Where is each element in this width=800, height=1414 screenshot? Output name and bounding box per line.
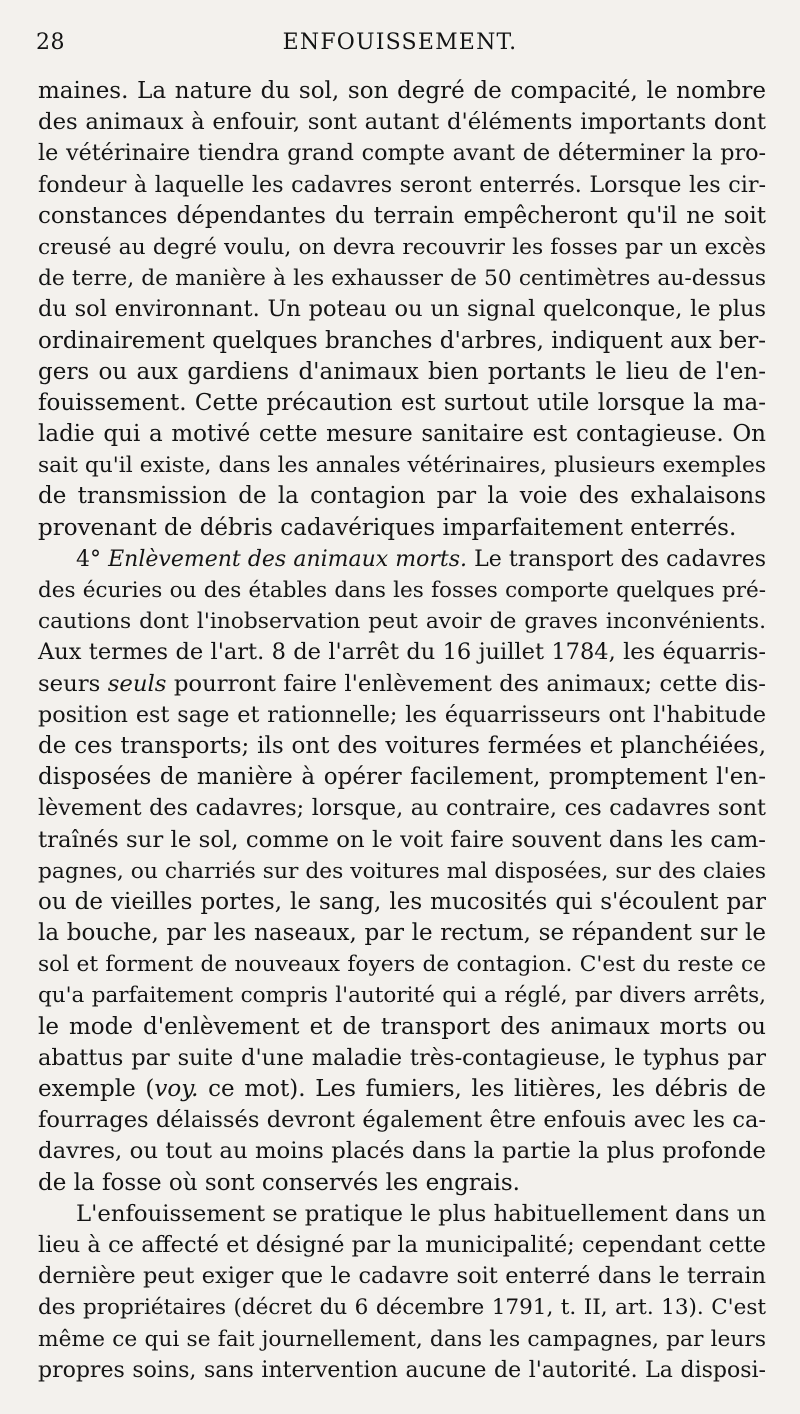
section-title: Enlèvement des animaux morts. bbox=[108, 546, 468, 572]
text-line-25: traînés sur le sol, comme on le voit faire souvent dans les cam- bbox=[38, 826, 766, 853]
text-line-19: Aux termes de l'art. 8 de l'arrêt du 16 juillet 1784, les équarris- bbox=[38, 639, 766, 666]
text-line-40: des propriétaires (décret du 6 décembre 1791, t. II, art. 13). C'est bbox=[38, 1295, 766, 1321]
text-line-36: de la fosse où sont conservés les engrais. bbox=[38, 1169, 520, 1196]
text-line-27: ou de vieilles portes, le sang, les mucosités qui s'écoulent par bbox=[38, 888, 766, 915]
text-line-42: propres soins, sans intervention aucune de l'autorité. La disposi- bbox=[38, 1357, 766, 1383]
text-line-39: dernière peut exiger que le cadavre soit enterré dans le terrain bbox=[38, 1263, 766, 1290]
text-line-8: du sol environnant. Un poteau ou un signal quelconque, le plus bbox=[38, 296, 766, 323]
text-line-15: provenant de débris cadavériques imparfaitement enterrés. bbox=[38, 514, 737, 541]
text-line-5: constances dépendantes du terrain empêcheront qu'il ne soit bbox=[38, 202, 766, 229]
text-line-14: de transmission de la contagion par la voie des exhalaisons bbox=[38, 483, 766, 510]
text-line-33-pre: exemple ( bbox=[38, 1076, 155, 1102]
text-line-13: sait qu'il existe, dans les annales vétérinaires, plusieurs exemples bbox=[38, 453, 766, 479]
emphasis-seuls: seuls bbox=[107, 670, 167, 697]
text-line-28: la bouche, par les naseaux, par le rectum, se répandent sur le bbox=[38, 920, 766, 947]
text-line-3: le vétérinaire tiendra grand compte avant de déterminer la pro- bbox=[38, 140, 766, 167]
text-line-34: fourrages délaissés devront également être enfouis avec les ca- bbox=[38, 1107, 766, 1134]
text-line-22: de ces transports; ils ont des voitures fermées et planchéiées, bbox=[38, 732, 766, 759]
text-line-1: maines. La nature du sol, son degré de compacité, le nombre bbox=[38, 78, 766, 104]
text-line-4: fondeur à laquelle les cadavres seront enterrés. Lorsque les cir- bbox=[38, 171, 766, 198]
running-head: ENFOUISSEMENT. bbox=[282, 30, 518, 55]
page-number: 28 bbox=[36, 30, 65, 55]
text-line-6: creusé au degré voulu, on devra recouvrir les fosses par un excès bbox=[38, 234, 766, 260]
text-line-9: ordinairement quelques branches d'arbres, indiquent aux ber- bbox=[38, 327, 766, 354]
text-line-17: des écuries ou des étables dans les fosses comporte quelques pré- bbox=[38, 578, 766, 603]
text-line-21: position est sage et rationnelle; les équarrisseurs ont l'habitude bbox=[38, 701, 766, 728]
text-line-26: pagnes, ou charriés sur des voitures mal disposées, sur des claies bbox=[38, 858, 766, 884]
text-line-30: qu'a parfaitement compris l'autorité qui a réglé, par divers arrêts, bbox=[38, 983, 766, 1009]
text-line-12: ladie qui a motivé cette mesure sanitaire est contagieuse. On bbox=[38, 421, 766, 448]
body-text bbox=[38, 76, 766, 1386]
section-number: 4° bbox=[76, 546, 101, 572]
text-line-33-rest: ce mot). Les fumiers, les litières, les débris de bbox=[208, 1076, 766, 1102]
text-line-35: davres, ou tout au moins placés dans la partie la plus profonde bbox=[38, 1138, 766, 1165]
text-line-11: fouissement. Cette précaution est surtout utile lorsque la ma- bbox=[38, 389, 766, 416]
text-line-41: même ce qui se fait journellement, dans les campagnes, par leurs bbox=[38, 1326, 766, 1352]
text-line-16 bbox=[38, 544, 766, 575]
text-line-16-rest: Le transport des cadavres bbox=[474, 546, 767, 572]
text-line-38: lieu à ce affecté et désigné par la municipalité; cependant cette bbox=[38, 1231, 766, 1258]
text-line-24: lèvement des cadavres; lorsque, au contraire, ces cadavres sont bbox=[38, 795, 766, 822]
text-line-37: L'enfouissement se pratique le plus habituellement dans un bbox=[76, 1200, 766, 1227]
text-line-23: disposées de manière à opérer facilement, promptement l'en- bbox=[38, 764, 766, 791]
text-line-10: gers ou aux gardiens d'animaux bien portants le lieu de l'en- bbox=[38, 358, 766, 385]
text-line-20-pre: seurs bbox=[38, 670, 101, 697]
text-line-7: de terre, de manière à les exhausser de 50 centimètres au-dessus bbox=[38, 266, 766, 292]
text-line-20 bbox=[38, 669, 766, 700]
text-line-31: le mode d'enlèvement et de transport des animaux morts ou bbox=[38, 1013, 766, 1040]
text-line-18: cautions dont l'inobservation peut avoir de graves inconvénients. bbox=[38, 609, 766, 635]
text-line-32: abattus par suite d'une maladie très-contagieuse, le typhus par bbox=[38, 1044, 766, 1071]
page-header bbox=[32, 30, 768, 60]
text-line-33 bbox=[38, 1074, 766, 1105]
text-line-2: des animaux à enfouir, sont autant d'éléments importants dont bbox=[38, 109, 766, 136]
text-line-20-rest: pourront faire l'enlèvement des animaux; cette dis- bbox=[173, 670, 766, 697]
emphasis-voy: voy. bbox=[154, 1076, 199, 1102]
text-line-29: sol et forment de nouveaux foyers de contagion. C'est du reste ce bbox=[38, 952, 766, 978]
